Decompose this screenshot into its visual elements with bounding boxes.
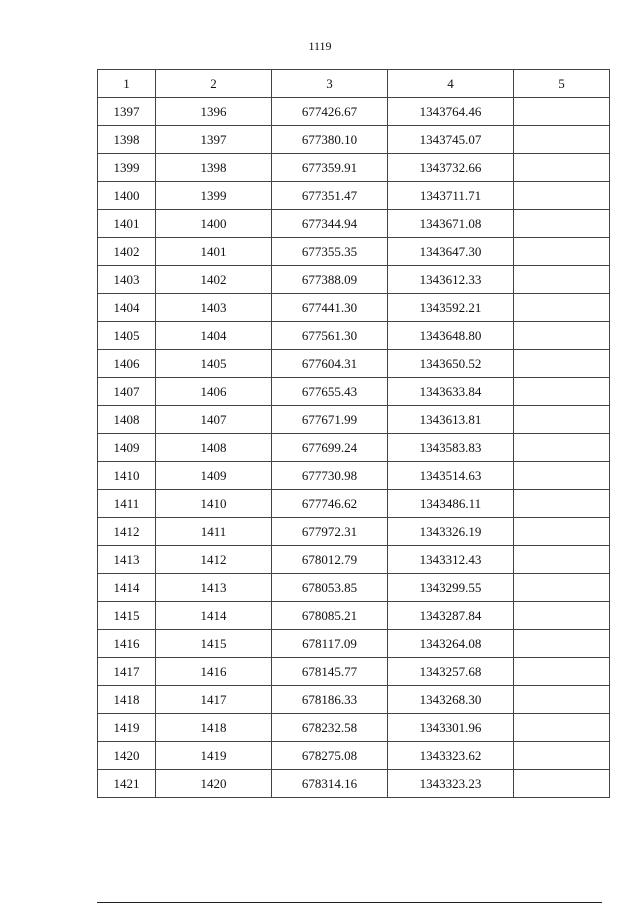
table-cell: 1418 [156,714,272,742]
table-cell: 1420 [156,770,272,798]
table-cell: 1343257.68 [388,658,514,686]
table-cell: 1410 [156,490,272,518]
table-cell: 1402 [156,266,272,294]
table-cell: 1410 [98,462,156,490]
table-cell [514,574,610,602]
table-cell: 1343323.62 [388,742,514,770]
table-cell: 1343268.30 [388,686,514,714]
table-cell [514,322,610,350]
table-cell: 1343633.84 [388,378,514,406]
table-cell: 1396 [156,98,272,126]
table-cell: 678053.85 [272,574,388,602]
table-row [98,266,610,294]
table-cell [514,490,610,518]
table-cell: 677388.09 [272,266,388,294]
table-cell [514,378,610,406]
table-row [98,686,610,714]
table-cell: 1397 [98,98,156,126]
table-cell [514,714,610,742]
table-row [98,154,610,182]
table-cell: 1404 [156,322,272,350]
table-cell: 1343592.21 [388,294,514,322]
table-cell: 678232.58 [272,714,388,742]
column-header: 5 [514,70,610,98]
table-cell: 1405 [98,322,156,350]
table-cell: 1406 [156,378,272,406]
column-header: 4 [388,70,514,98]
table-row [98,322,610,350]
table-row [98,294,610,322]
table-cell: 1343583.83 [388,434,514,462]
table-cell: 1421 [98,770,156,798]
table-cell [514,630,610,658]
table-cell [514,658,610,686]
table-row [98,462,610,490]
table-cell: 1412 [156,546,272,574]
table-row [98,182,610,210]
table-cell: 1413 [156,574,272,602]
table-cell: 677344.94 [272,210,388,238]
table-cell: 1405 [156,350,272,378]
table-cell: 1408 [98,406,156,434]
table-header-row [98,70,610,98]
table-cell: 1343301.96 [388,714,514,742]
table-cell: 1343671.08 [388,210,514,238]
table-cell: 1399 [98,154,156,182]
table-cell [514,462,610,490]
table-row [98,714,610,742]
table-cell: 1414 [156,602,272,630]
table-cell: 1343613.81 [388,406,514,434]
table-cell: 678085.21 [272,602,388,630]
table-row [98,126,610,154]
table-cell: 1407 [98,378,156,406]
table-cell: 1398 [156,154,272,182]
table-row [98,574,610,602]
table-cell: 1343648.80 [388,322,514,350]
table-cell [514,154,610,182]
table-cell [514,518,610,546]
table-cell: 677355.35 [272,238,388,266]
table-cell: 677441.30 [272,294,388,322]
table-cell: 677351.47 [272,182,388,210]
table-cell: 1419 [156,742,272,770]
table-cell: 1411 [156,518,272,546]
table-cell: 678186.33 [272,686,388,714]
table-cell: 1400 [98,182,156,210]
table-cell [514,266,610,294]
table-cell: 677655.43 [272,378,388,406]
table-cell [514,770,610,798]
table-cell: 1399 [156,182,272,210]
table-row [98,630,610,658]
table-row [98,490,610,518]
table-row [98,98,610,126]
table-cell: 1411 [98,490,156,518]
table-cell: 1414 [98,574,156,602]
table-cell: 1415 [98,602,156,630]
table-cell [514,98,610,126]
table-cell: 1406 [98,350,156,378]
table-cell: 1415 [156,630,272,658]
table-row [98,518,610,546]
table-cell: 1419 [98,714,156,742]
table-cell: 677972.31 [272,518,388,546]
table-cell: 1418 [98,686,156,714]
table-cell [514,294,610,322]
table-row [98,210,610,238]
table-cell: 1412 [98,518,156,546]
table-cell [514,686,610,714]
table-cell: 677426.67 [272,98,388,126]
table-cell: 1343326.19 [388,518,514,546]
table-cell: 1343711.71 [388,182,514,210]
table-row [98,434,610,462]
table-cell: 1403 [98,266,156,294]
column-header: 1 [98,70,156,98]
table-cell: 1402 [98,238,156,266]
table-row [98,546,610,574]
table-row [98,378,610,406]
table-cell: 678145.77 [272,658,388,686]
table-cell: 1343287.84 [388,602,514,630]
table-cell: 1343732.66 [388,154,514,182]
table-cell: 1416 [98,630,156,658]
table-cell: 1416 [156,658,272,686]
table-cell: 1343745.07 [388,126,514,154]
table-cell [514,350,610,378]
table-cell: 1408 [156,434,272,462]
column-header: 2 [156,70,272,98]
table-cell: 1404 [98,294,156,322]
table-cell: 1343264.08 [388,630,514,658]
table-cell: 677671.99 [272,406,388,434]
table-cell: 677746.62 [272,490,388,518]
table-cell: 677730.98 [272,462,388,490]
table-cell [514,742,610,770]
table-cell: 1397 [156,126,272,154]
table-cell: 678117.09 [272,630,388,658]
table-row [98,658,610,686]
table-cell: 1343312.43 [388,546,514,574]
table-cell: 677699.24 [272,434,388,462]
table-cell: 1413 [98,546,156,574]
table-cell: 1400 [156,210,272,238]
table-cell: 1343647.30 [388,238,514,266]
coordinates-table [97,69,610,798]
table-cell: 677604.31 [272,350,388,378]
table-cell: 1409 [98,434,156,462]
table-row [98,742,610,770]
table-row [98,602,610,630]
table-cell: 677359.91 [272,154,388,182]
table-cell: 1417 [156,686,272,714]
table-cell [514,182,610,210]
table-cell: 1343486.11 [388,490,514,518]
column-header: 3 [272,70,388,98]
table-cell: 1343764.46 [388,98,514,126]
table-cell [514,602,610,630]
table-cell: 1343650.52 [388,350,514,378]
table-cell [514,406,610,434]
table-cell [514,546,610,574]
table-row [98,238,610,266]
table-cell: 1407 [156,406,272,434]
table-body [98,98,610,798]
table-cell: 1343299.55 [388,574,514,602]
table-cell: 1417 [98,658,156,686]
table-cell: 1398 [98,126,156,154]
table-row [98,350,610,378]
table-cell: 677561.30 [272,322,388,350]
table-row [98,406,610,434]
table-cell: 1343612.33 [388,266,514,294]
table-cell: 1409 [156,462,272,490]
table-cell: 1401 [98,210,156,238]
table-cell [514,434,610,462]
table-row [98,770,610,798]
table-cell: 1343323.23 [388,770,514,798]
table-cell [514,210,610,238]
table-cell: 678275.08 [272,742,388,770]
table-cell: 677380.10 [272,126,388,154]
table-cell: 1401 [156,238,272,266]
table-cell [514,126,610,154]
table-cell: 678012.79 [272,546,388,574]
table-cell: 1343514.63 [388,462,514,490]
table-cell: 678314.16 [272,770,388,798]
footer-rule [97,902,602,903]
table-cell: 1403 [156,294,272,322]
page-number: 1119 [308,39,332,53]
table-cell [514,238,610,266]
table-cell: 1420 [98,742,156,770]
